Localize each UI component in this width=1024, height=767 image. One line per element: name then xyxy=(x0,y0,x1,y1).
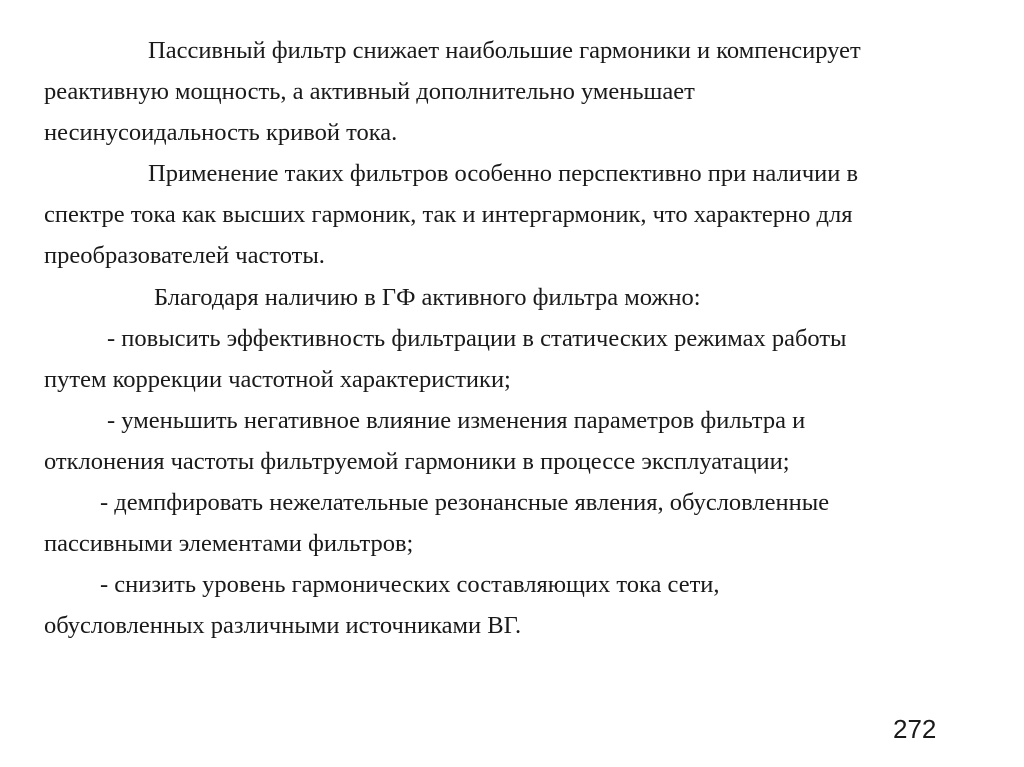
page-number: 272 xyxy=(893,714,937,744)
text-line: реактивную мощность, а активный дополнительно уменьшает xyxy=(44,78,695,106)
text-line: отклонения частоты фильтруемой гармоники в процессе эксплуатации; xyxy=(44,447,790,475)
text-line: обусловленных различными источниками ВГ. xyxy=(44,612,522,640)
text-line: преобразователей частоты. xyxy=(44,242,325,270)
list-item-text: - демпфировать нежелательные резонансные явления, обусловленные xyxy=(100,489,830,517)
body-text xyxy=(44,30,994,646)
text-line: Применение таких фильтров особенно перспективно при наличии в xyxy=(148,160,859,188)
list-item-text: - повысить эффективность фильтрации в статических режимах работы xyxy=(107,324,847,352)
text-line: спектре тока как высших гармоник, так и интергармоник, что характерно для xyxy=(44,201,853,229)
text-line: пассивными элементами фильтров; xyxy=(44,530,414,558)
list-item-text: - уменьшить негативное влияние изменения параметров фильтра и xyxy=(107,406,806,434)
text-line: Благодаря наличию в ГФ активного фильтра можно: xyxy=(154,283,701,311)
text-line: Пассивный фильтр снижает наибольшие гармоники и компенсирует xyxy=(148,37,861,64)
text-line: несинусоидальность кривой тока. xyxy=(44,119,398,147)
list-item-text: - снизить уровень гармонических составляющих тока сети, xyxy=(100,571,720,599)
text-line: путем коррекции частотной характеристики; xyxy=(44,365,511,393)
